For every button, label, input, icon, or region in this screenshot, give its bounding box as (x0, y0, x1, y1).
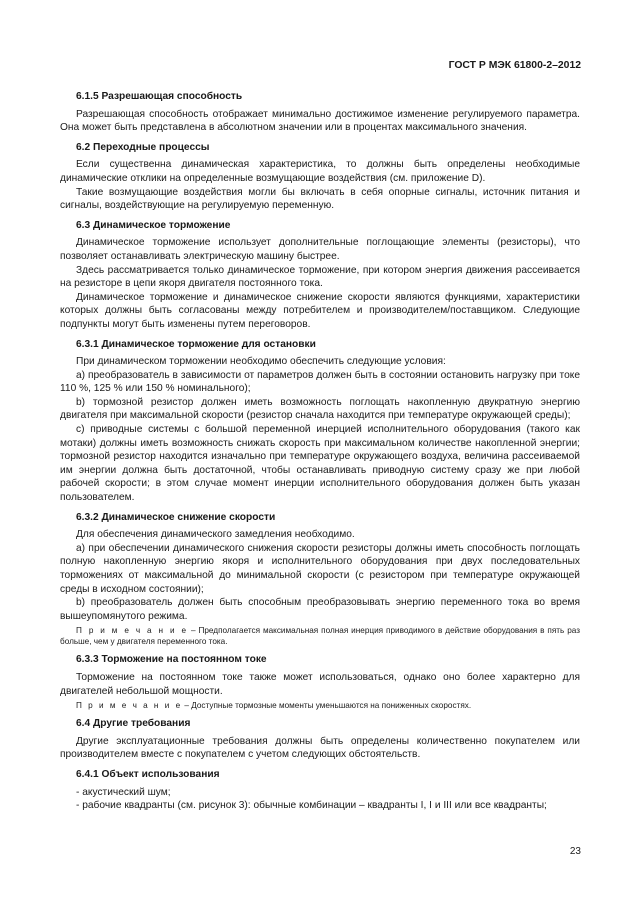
section-heading: 6.4 Другие требования (76, 718, 191, 730)
paragraph: Другие эксплуатационные требования должны быть определены количественно покупателем или производителем вместе с покупателем с учетом следующих обстоятельств. (60, 735, 580, 761)
paragraph: Если существенна динамическая характеристика, то должны быть определены необходимые динамические отклики на определенные возмущающие воздействия (см. приложение D). (60, 159, 580, 184)
note-label: П р и м е ч а н и е (76, 701, 183, 711)
list-item: b) тормозной резистор должен иметь возможность поглощать накопленную двукратную энергию двигателя при максимальной скорости (резистор сначала находится при температуре окружающей среды); (60, 396, 580, 422)
paragraph: Для обеспечения динамического замедления необходимо. (76, 529, 355, 541)
section-6-4-1 (60, 768, 580, 813)
section-heading: 6.4.1 Объект использования (76, 768, 220, 780)
list-item: c) приводные системы с большой переменной инерцией исполнительного оборудования (такого как мотаки) должны иметь возможность снижать скорость при максимальном количестве накопленной энергии; тормозной резистор находится изначально при температуре окружающего воздуха, величина рассеиваемой им энергии должна быть достаточной, чтобы останавливать приводную систему сразу же при любой рабочей скорости; в этом случае момент инерции исполнительного оборудования должен быть указан пользователем. (60, 424, 580, 504)
section-heading: 6.2 Переходные процессы (76, 141, 210, 153)
list-item: - акустический шум; (76, 786, 171, 798)
paragraph: Торможение на постоянном токе также может использоваться, однако оно более характерно для двигателей небольшой мощности. (60, 671, 580, 697)
note-label: П р и м е ч а н и е (76, 626, 189, 636)
note (60, 700, 580, 711)
section-6-3-2 (60, 511, 580, 648)
section-6-4 (60, 717, 580, 762)
section-heading: 6.1.5 Разрешающая способность (76, 91, 243, 102)
list-item: a) преобразователь в зависимости от параметров должен быть в состоянии остановить нагрузку при токе 110 %, 125 % или 150 % номинального); (60, 369, 580, 395)
note (60, 625, 580, 647)
section-heading: 6.3.1 Динамическое торможение для остановки (76, 338, 316, 350)
note-text: – Доступные тормозные моменты уменьшаются на пониженных скоростях. (182, 701, 472, 711)
document-body (60, 90, 580, 819)
page-number: 23 (569, 846, 581, 857)
section-heading: 6.3.2 Динамическое снижение скорости (76, 511, 276, 523)
list-item: - рабочие квадранты (см. рисунок 3): обычные комбинации – квадранты I, I и III или все квадранты; (76, 800, 547, 812)
note-text: – Предполагается максимальная полная инерция приводимого в действие оборудования в пять раз больше, чем у двигателя переменного тока. (60, 626, 581, 647)
section-6-3 (60, 219, 580, 332)
section-heading: 6.3 Динамическое торможение (76, 219, 231, 231)
section-6-1-5 (60, 90, 580, 135)
paragraph: Разрешающая способность отображает минимально достижимое изменение регулируемого параметра. Она может быть представлена в абсолютном значении или в процентах максимального значения. (60, 108, 580, 134)
paragraph: Такие возмущающие воздействия могли бы включать в себя опорные сигналы, источник питания и сигналы, воздействующие на регулируемую переменную. (60, 186, 580, 212)
section-6-2 (60, 141, 580, 213)
section-6-3-3 (60, 653, 580, 711)
paragraph: Динамическое торможение использует дополнительные поглощающие элементы (резисторы), что позволяет останавливать электрическую машину быстрее. (60, 237, 580, 262)
list-item: a) при обеспечении динамического снижения скорости резисторы должны иметь способность поглощать полную накопленную энергию якоря и исполнительного оборудования при двух последовательных торможениях от максимальной до минимальной скорости (с резистором при температуре окружающей среды в исходном состоянии); (60, 542, 580, 595)
paragraph: Здесь рассматривается только динамическое торможение, при котором энергия движения рассеивается на резисторе в цепи якоря двигателя постоянного тока. (60, 264, 580, 290)
paragraph: Динамическое торможение и динамическое снижение скорости являются функциями, характеристики которых должны быть согласованы между потребителем и производителем/поставщиком. Следующие подпункты могут быть изменены путем переговоров. (60, 291, 580, 330)
list-item: b) преобразователь должен быть способным преобразовывать энергию переменного тока во время вышеупомянутого режима. (60, 597, 580, 622)
section-heading: 6.3.3 Торможение на постоянном токе (76, 654, 267, 666)
document-header: ГОСТ Р МЭК 61800-2–2012 (448, 60, 581, 71)
section-6-3-1 (60, 338, 580, 505)
paragraph: При динамическом торможении необходимо обеспечить следующие условия: (76, 356, 446, 368)
